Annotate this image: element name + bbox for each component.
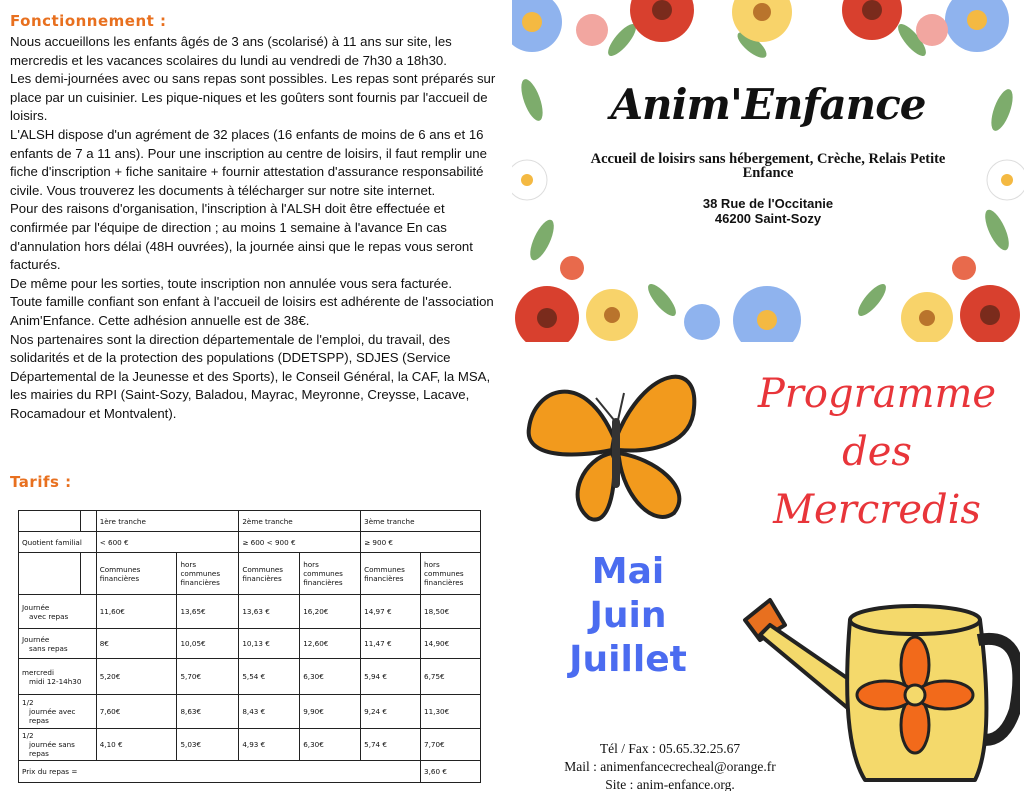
price-cell: 8€ (96, 629, 177, 659)
programme-line: Programme (757, 371, 997, 417)
row-label: Journée (22, 634, 50, 644)
tarifs-table (18, 510, 481, 783)
quotient-label: Quotient familial (19, 532, 97, 553)
tranche-3: 3ème tranche (361, 511, 481, 532)
quotient-2: ≥ 600 < 900 € (239, 532, 361, 553)
col-communes: Communes financières (239, 553, 300, 595)
col-hors: hors communes financières (300, 553, 361, 595)
table-row (19, 629, 481, 659)
price-cell: 9,90€ (300, 695, 361, 729)
table-row (19, 532, 481, 553)
price-cell: 4,10 € (96, 729, 177, 761)
contact-mail: Mail : animenfancecrecheal@orange.fr (564, 759, 776, 774)
row-sublabel: midi 12-14h30 (29, 676, 82, 686)
programme-title (752, 365, 1002, 539)
price-cell: 13,63 € (239, 595, 300, 629)
month-label: Mai (591, 551, 665, 592)
paragraph: De même pour les sorties, toute inscription non annulée vous sera facturée. (10, 275, 453, 291)
price-cell: 11,30€ (421, 695, 481, 729)
quotient-1: < 600 € (96, 532, 239, 553)
tranche-2: 2ème tranche (239, 511, 361, 532)
price-cell: 5,20€ (96, 659, 177, 695)
table-row (19, 553, 481, 595)
quotient-3: ≥ 900 € (361, 532, 481, 553)
table-row (19, 511, 481, 532)
paragraph: Nous accueillons les enfants âgés de 3 ans (scolarisé) à 11 ans sur site, les mercredis et les vacances scolaires du lundi au vendredi de 7h30 a 18h30. (10, 34, 452, 68)
table-row (19, 761, 481, 783)
price-cell: 5,74 € (361, 729, 421, 761)
price-cell: 14,97 € (361, 595, 421, 629)
month-label: Juillet (569, 639, 687, 680)
price-cell: 7,70€ (421, 729, 481, 761)
row-sublabel: sans repas (29, 643, 68, 653)
price-cell: 16,20€ (300, 595, 361, 629)
month-label: Juin (589, 595, 667, 636)
butterfly-illustration (524, 358, 704, 528)
price-cell: 11,60€ (96, 595, 177, 629)
fonctionnement-heading: Fonctionnement : (10, 12, 167, 30)
paragraph: Pour des raisons d'organisation, l'inscription à l'ALSH doit être effectuée et confirmée par l'équipe de direction ; au moins 1 semaine à l'avance En cas d'annulation hors délai (48H ouvrées), la journée ainsi que le repas vous seront facturés. (10, 201, 473, 273)
price-cell: 6,30€ (300, 729, 361, 761)
price-cell: 10,13 € (239, 629, 300, 659)
months-title (548, 550, 708, 682)
price-cell: 7,60€ (96, 695, 177, 729)
address-line: 46200 Saint-Sozy (714, 211, 822, 226)
tranche-1: 1ère tranche (96, 511, 239, 532)
price-cell: 5,03€ (177, 729, 239, 761)
row-label: Journée (22, 602, 50, 612)
table-row (19, 659, 481, 695)
row-label: mercredi (22, 667, 54, 677)
address (512, 196, 1024, 226)
row-sublabel: journée sans repas (29, 740, 75, 758)
paragraph: Nos partenaires sont la direction départementale de l'emploi, du travail, des solidarités et de la protection des populations (DDETSPP), SDJES (Service Départemental de la Jeunesse et des Sports), le Conseil Général, la CAF, la MSA, les mairies du RPI (Saint-Sozy, Baladou, Mayrac, Meyronne, Creysse, Lacave, Rocamadour et Montvalent). (10, 331, 491, 421)
price-cell: 12,60€ (300, 629, 361, 659)
contact-info (540, 740, 800, 791)
col-hors: hors communes financières (177, 553, 239, 595)
price-cell: 5,94 € (361, 659, 421, 695)
table-row (19, 729, 481, 761)
table-row (19, 695, 481, 729)
price-cell: 8,63€ (177, 695, 239, 729)
row-sublabel: avec repas (29, 611, 69, 621)
price-cell: 18,50€ (421, 595, 481, 629)
paragraph: Les demi-journées avec ou sans repas sont possibles. Les repas sont préparés sur place par un cuisinier. Les pique-niques et les goûters sont fournis par l'accueil de loisirs. (10, 71, 496, 124)
col-communes: Communes financières (96, 553, 177, 595)
price-cell: 8,43 € (239, 695, 300, 729)
price-cell: 6,30€ (300, 659, 361, 695)
prix-repas-label: Prix du repas = (19, 761, 421, 783)
price-cell: 4,93 € (239, 729, 300, 761)
brand-name: Anim'Enfance (610, 80, 926, 129)
price-cell: 13,65€ (177, 595, 239, 629)
contact-site: Site : anim-enfance.org. (605, 777, 735, 791)
col-hors: hors communes financières (421, 553, 481, 595)
paragraph: L'ALSH dispose d'un agrément de 32 places (16 enfants de moins de 6 ans et 16 enfants de 7 a 11 ans). Pour une inscription au centre de loisirs, il faut remplir une fiche d'inscription + fiche sanitaire + fournir attestation d'assurance responsabilité civile. Vous trouverez les documents à télécharger sur notre site internet. (10, 126, 487, 198)
price-cell: 5,70€ (177, 659, 239, 695)
row-sublabel: journée avec repas (29, 707, 76, 725)
row-label: 1/2 (22, 698, 34, 707)
price-cell: 10,05€ (177, 629, 239, 659)
programme-line: Mercredis (773, 487, 981, 533)
price-cell: 6,75€ (421, 659, 481, 695)
paragraph: Toute famille confiant son enfant à l'accueil de loisirs est adhérente de l'association Anim'Enfance. Cette adhésion annuelle est de 38€. (10, 294, 494, 328)
programme-line: des (842, 429, 912, 475)
price-cell: 14,90€ (421, 629, 481, 659)
price-cell: 5,54 € (239, 659, 300, 695)
row-label: 1/2 (22, 731, 34, 740)
price-cell: 9,24 € (361, 695, 421, 729)
address-line: 38 Rue de l'Occitanie (702, 196, 834, 211)
contact-tel: Tél / Fax : 05.65.32.25.67 (599, 741, 741, 756)
price-cell: 11,47 € (361, 629, 421, 659)
prix-repas-value: 3,60 € (421, 761, 481, 783)
fonctionnement-text (10, 33, 496, 423)
table-row (19, 595, 481, 629)
tarifs-heading: Tarifs : (10, 473, 72, 491)
tagline: Accueil de loisirs sans hébergement, Crèche, Relais Petite Enfance (590, 151, 946, 181)
col-communes: Communes financières (361, 553, 421, 595)
